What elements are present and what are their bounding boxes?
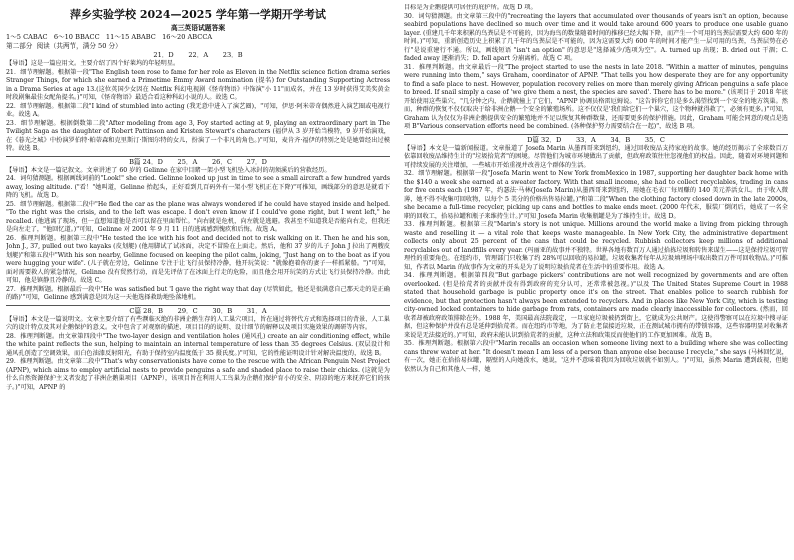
paragraph: 30．词句猜测题。由文章第三段中的"recreating the layers that accumulated over thousands of years isn't an option, because seabird populations have declined so much over time and it would take around 600 years to produce one usable guano layer. (重建几千年来积累的鸟粪层是不可能的，因为海鸟的数量随着时间的推移已经大幅下降，而产生一个可用的鸟粪层需要大约 600 年的时间。)"可知，重新创造历史上积累了几千年的鸟粪层是不可能的，因为这需要大约 600 年的时间才能产生一层可用的鸟粪，鸟粪层势在必行"是说重建行不通。所以，画线短语 "isn't an option" 的意思是"选择减少/选项为空"。A. turned up 出现；B. dried out 干涸；C. faded away 逐渐消失；D. fell apart 分崩离析。故选 C 项。	[404, 12, 788, 62]
paragraph: 目标是为企鹅提供可居住的庇护所。故选 D 项。	[404, 4, 537, 11]
paragraph: 26．推理判断题。根据第三段中"He tested the ice with his foot and decided not to risk walking on it. Then he and his son, John J., 37, pulled out two kayaks (皮划艇) (他用脚试了试冰面，决定不冒险在上面走。然后，他和 37 岁的儿子 John J 拉出了两艘皮划艇)"和第五段中"With his son nearby, Gelinne focused on keeping the pilot calm, joking, "Just hang on to the boat as if you were hugging your wife". (儿子就在旁边，Gelinne 专注于让飞行员保持冷静，他开玩笑说："就像抱着你的妻子一样抓紧船。")"可知，面对需要救人的紧急情况，Gelinne 没有贸然行动，而是先评估了在冰面上行走的危险，而且他会用开玩笑的方式让飞行员保持冷静。由此可知，他是镇静且冷静的。故选 C。	[6, 234, 390, 284]
paragraph: 22．细节理解题。根据第二段"I kind of stumbled into acting (我无意中进入了演艺圈)，"可知，伊思·阿米蒂奇偶然进入演艺圈或电视行业。故选 A。	[6, 102, 390, 118]
answers-24-27: B篇 24．D 25．A 26．C 27．D	[129, 157, 267, 166]
answers-1-20: 1～5 CABAC 6～10 BBACC 11～15 ABABC 16～20 ABCCA	[6, 33, 213, 41]
paragraph: 25．细节理解题。根据第二段中"He fled the car as the plane was always wondered if he could have stayed inside and helped. "To the right was the crisis, and to the left was escape. I don't even know if I could've gone right, but I went left," he recalled. (他逃离了现场，但一直想知道他是否可以留在里面帮忙。"向右就是危机，向左就是逃避。我甚至不知道我是否能向右走，但我还是向左走了，"他回忆道。)"可知，Gelinne 对 2001 年 9 月 11 日的逃离感到愧疚和后悔。故选 A。	[6, 200, 390, 233]
paragraph: 28．推理判断题。由文章第四段中"The two-layer design and ventilation holes (通风孔) create an air conditioning effect, while the white paint reflects the sun, helping to maintain an internal temperature of less than 35 degrees Celsius. (双层设计和通风孔创造了空调效果，而白色油漆反射阳光，有助于保持室内温度低于 35 摄氏度。)"可知，它的性能证明设计针对解决温度的，故选 B。	[6, 332, 390, 357]
paragraph: 34．推理判断题。根据第四段"But garbage pickers' contributions are not well recognized by governments and are often overlooked. (但是拾荒者的贡献并没有得到政府的充分认可，还常常被忽视。)"以及 The United States Supreme Court in 1988 stated that household garbage is public property once it's on the street. That enables police to search rubbish for evidence, but that protection hasn't always been extended to recyclers. And in places like New York City, which is testing city-owned locked containers to hide garbage from rats, containers are made clearly inaccessible for collectors. (然而，回收者却被政府政策排除在外。1988 年，美国最高法院裁定，一旦家庭垃圾被扔到街上，它就成为公共财产。这使得警察可以在垃圾中搜寻证据，但这种保护并没有总是延伸到拾荒者。而在纽约市等地，为了防止老鼠接近垃圾，正在测试城市拥有的带锁容器，这些容器明显对收集者来说是无法接近的。)"可知，政府未能认识到拾荒者的贡献，这种立法和政策反而使他们的工作更加困难。故选 B。	[404, 272, 788, 339]
paragraph: 23．细节理解题。根据倒数第二段"After modeling from age 3, Foy started acting at 9, playing an extraordinary part in The Twilight Saga as the daughter of Robert Pattinson and Kristen Stewart's characters (福伊从 3 岁开始当模特，9 岁开始演戏，在《暮光之城》中扮演罗伯特·帕蒂森和克里斯汀·斯图尔特的女儿，扮演了一个非凡的角色。)"可知，麦肯齐·福伊的特别之处是她曾经出过模特。故选 B。	[6, 119, 390, 152]
answers-32-35: D篇 32．D 33．A 34．B 35．C	[527, 135, 665, 144]
answers-21-23: 21．D 22．A 23．B	[153, 51, 243, 59]
paragraph: 29．推理判断题。由文章第二段中"That's why conservationists have come to the rescue with the African Penguin Nest Project (APNP), which aims to employ artificial nests to provide penguins a safe and shaded place to raise their chicks. (这就是为什么自然资源保护主义者发起了非洲企鹅巢项目（APNP），该项目旨在利用人工鸟巢为企鹅们保护育小的安全、阴凉的地方来抚养它们的孩子。)"可知，APNP 的	[6, 358, 390, 391]
paragraph: 【导语】本文是一篇说明文。文章主要介绍了有些濒临灭绝的非洲企鹅生存的人工巢穴项目，旨在通过将替代方式和选择项目的背景、人工巢穴的设计特点及其对企鹅保护的意义。文中包含了对观察的描述、项目目的的说明、设计细节的解释以及项目实施效果的调研等内容。	[6, 315, 390, 331]
paragraph: 21．细节理解题。根据第一段"The English teen rose to fame for her role as Eleven in the Netflix science fiction drama series Stranger Things, for which she earned a Primetime Emmy Award nomination (提名) for Outstanding Supporting Actress in a Drama Series at age 13.(这位英国少女因在 Netflix 科幻电视剧《怪奇物语》中饰演"小 11"而成名，并在 13 岁时获得艾美奖黄金时段剧集最佳女配角提名。)"可知，《怪奇物语》最适合看这种科幻小说的人。故选 C。	[6, 68, 390, 101]
paragraph: 31．推理判断题。由文章最后一段"The project started to use the nests in late 2018. "Within a matter of minutes, penguins were running into them," says Graham, coordinator of APNP. "That tells you how desperate they are for any opportunity to find a safe place to nest. However, population recovery relies on more than merely giving African penguins a safe place to breed. If snail simply a case of 'we give them a nest, the species are saved'. There has to be more." (该项目于 2018 年底开始使用这些巢穴，"几分钟之内，企鹅就撞上了它们，"APNP 协调员格雷厄姆说。"这告诉你它们是多么渴望找到一个安全的地方筑巢。然而，种群的恢复不仅仅取决于给非洲企鹅一个安全的繁殖场所。这不仅仅是'我们给它们一个巢穴，这个物种就得救了'，必须有更多。)"可知，Graham 认为仅仅为非洲企鹅提供安全的繁殖地并不足以恢复其种群数量，还需要更多的保护措施。因此，Graham 可能会同意的观点是选项 B"Various conservation efforts need be combined. (各种保护努力需要结合在一起)"，故选 B 项。	[404, 63, 788, 130]
left-column	[6, 4, 390, 556]
divider	[6, 156, 390, 157]
answers-28-31: C篇 28．B 29．C 30．B 31．A	[129, 306, 267, 315]
right-column	[404, 4, 788, 556]
paragraph: 33．推理判断题。根据第三段"Marin's story is not unique. Millions around the world make a living from picking through waste and reselling it — a vital role that keeps waste manageable. In New York City, the administrative department collects only about 25 percent of the cans that could be recycled. Rubbish collectors keep millions of additional recyclables out of landfills every year. (玛丽亚的故事并不独特。世界各地有数百万人通过拾拣垃圾和转售来谋生——这是保持垃圾可管理性的重要角色。在纽约市，管理部门只收集了约 28%可以回收的易拉罐。垃圾收集者每年从垃圾填埋场中取出数百万件可回收物品。)"可推知，作者以 Marin 的故事作为文章的开头是为了说明垃圾拾荒者在生活中的重要作用。故选 A。	[404, 221, 788, 271]
paragraph: 24．词句猜测题。根据画线词前的"Look!" she cried. Gelinne looked up just in time to see a small aircraft a few hundred yards away, losing altitude. ("看！"她叫道，Gelinne 抬起头，正好看到几百码外有一架小型飞机正在下降)"可推知，画线部分的意思是就看下降的飞机。故选 D。	[6, 175, 390, 199]
divider	[6, 305, 390, 306]
document-subtitle: 高三英语试题答案	[170, 24, 226, 32]
paragraph: 【导语】本文是一篇记叙文。文章讲述了 60 岁的 Gelinne 在家中目睹一架小型飞机坠入冰封的胡须溪后的营救经历。	[6, 166, 331, 174]
paragraph: 【导语】本文是一篇新闻报道。文章报道了 Josefa Marin 从墨西哥来到纽约，通过回收废品支持家庭的故事。她的经历揭示了全球数百万依靠回收废品维持生计的"垃圾拾荒者"的困境。尽管他们为城市环境做出了贡献，但政府政策往往忽视他们的权益。因此，随着对环境问题和可持续发展的关注增加，一些城市开始重视并改善这个群体的生活。	[404, 144, 788, 169]
document-title: 萍乡实验学校 2024—2025 学年第一学期开学考试	[70, 8, 326, 21]
divider	[404, 134, 788, 135]
section-2-header: 第二部分 阅读（共两节，满分 50 分）	[6, 42, 122, 50]
paragraph: 32．细节理解题。根据第一段"Josefa Marin went to New York fromMexico in 1987, supporting her daughter back home with the $140 a week she earned at a sweater factory. With that small income, she had to collect recyclables, trading in cans for five cents each (1987 年，约瑟法·马林(Josefa Marin)从墨西哥来到纽约，用她在毛衣厂每周赚的 140 美元养活女儿。由于收入微薄，她不得不收集可回收物，以每个 5 美分的价格出售易拉罐。)"和第二段"When the clothing factory closed down in the late 2000s, she became a full-time recycler, picking up cans and bottles to make ends meet. (2000 年代末，服装厂倒闭后，她成了一名全职的回收工，拾易拉罐和瓶子来维持生计。)"可知 Josefa Marin 收集瓶罐是为了维持生计。故选 D。	[404, 170, 788, 220]
paragraph: 35．推理判断题。根据第六段中"Marin recalls an occasion when someone living next to a building where she was collecting cans threw water at her. "It doesn't mean I am less of a person than anyone else because I recycle," she says (马林回忆说，有一次，她正在拾拾易拉罐，隔壁的人向她泼水，她说，'这并不意味着我因为回收垃圾就不如别人。')"可知，虽然 Marin 遭到歧视，但她依然认为自己和其他人一样，她	[404, 340, 788, 373]
paragraph: 27．推理判断题。根据最后一段中"He was satisfied but 'I gave the right way that day (尽管如此，他还是很满意自己那天走的是正确的路)'"可知，Gelinne 感到满意是因为这一天他选择救助地坠落地机。	[6, 285, 390, 301]
paragraph: 【导语】这是一篇应用文。主要介绍了四个好莱坞的年轻明星。	[6, 60, 180, 67]
